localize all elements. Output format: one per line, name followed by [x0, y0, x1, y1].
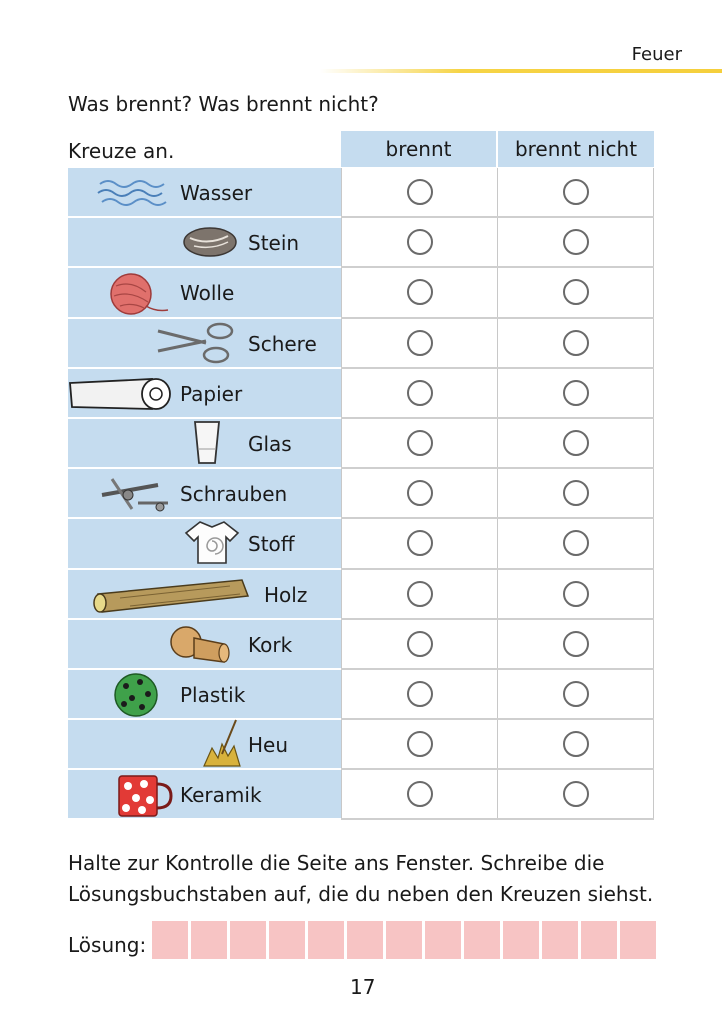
table-row — [68, 319, 654, 369]
table-row — [68, 218, 654, 268]
solution-box[interactable] — [269, 921, 305, 959]
cork-icon — [170, 624, 232, 666]
stone-icon — [182, 226, 238, 258]
plastic-ball-icon — [112, 672, 162, 718]
row-label-cell — [68, 620, 341, 668]
page-header-title: Feuer — [631, 44, 682, 65]
checkbox-burns[interactable] — [407, 681, 433, 707]
solution-label: Lösung: — [68, 933, 147, 957]
control-instructions-line1: Halte zur Kontrolle die Seite ans Fenster. Schreibe die — [68, 851, 605, 875]
checkbox-burns[interactable] — [407, 480, 433, 506]
checkbox-burns[interactable] — [407, 179, 433, 205]
table-row — [68, 268, 654, 318]
control-instructions — [68, 848, 688, 910]
item-label: Heu — [248, 733, 289, 758]
checkbox-burns[interactable] — [407, 731, 433, 757]
wool-icon — [106, 272, 170, 318]
table-row — [68, 168, 654, 218]
row-label-cell — [68, 570, 341, 618]
checkbox-not-burns[interactable] — [563, 631, 589, 657]
item-label: Papier — [180, 381, 243, 406]
item-label: Plastik — [180, 682, 246, 707]
item-label: Wasser — [180, 181, 253, 205]
row-label-cell — [68, 670, 341, 718]
item-label: Stoff — [248, 532, 295, 557]
checkbox-not-burns[interactable] — [563, 781, 589, 807]
table-row — [68, 519, 654, 569]
material-table — [68, 168, 654, 820]
row-label-cell — [68, 168, 341, 216]
column-header-burns: brennt — [341, 131, 496, 167]
solution-box[interactable] — [620, 921, 656, 959]
checkbox-burns[interactable] — [407, 530, 433, 556]
checkbox-burns[interactable] — [407, 430, 433, 456]
row-label-cell — [68, 268, 341, 316]
item-label: Glas — [248, 431, 292, 456]
row-label-cell — [68, 218, 341, 266]
checkbox-not-burns[interactable] — [563, 380, 589, 406]
row-label-cell — [68, 419, 341, 467]
checkbox-not-burns[interactable] — [563, 430, 589, 456]
item-label: Kork — [248, 632, 293, 657]
page-number: 17 — [350, 975, 376, 999]
checkbox-burns[interactable] — [407, 380, 433, 406]
screws-icon — [98, 473, 172, 515]
checkbox-burns[interactable] — [407, 581, 433, 607]
item-label: Schere — [248, 331, 317, 356]
checkbox-burns[interactable] — [407, 229, 433, 255]
checkbox-not-burns[interactable] — [563, 330, 589, 356]
control-instructions-line2: Lösungsbuchstaben auf, die du neben den Kreuzen siehst. — [68, 882, 654, 906]
scissors-icon — [156, 321, 242, 365]
solution-box[interactable] — [464, 921, 500, 959]
table-row — [68, 369, 654, 419]
row-label-cell — [68, 720, 341, 768]
log-icon — [90, 576, 254, 616]
question-text: Was brennt? Was brennt nicht? — [68, 92, 379, 116]
checkbox-burns[interactable] — [407, 631, 433, 657]
table-row — [68, 720, 654, 770]
checkbox-burns[interactable] — [407, 781, 433, 807]
table-row — [68, 670, 654, 720]
solution-box[interactable] — [503, 921, 539, 959]
checkbox-burns[interactable] — [407, 279, 433, 305]
hay-icon — [200, 718, 244, 770]
solution-box[interactable] — [425, 921, 461, 959]
checkbox-not-burns[interactable] — [563, 480, 589, 506]
table-row — [68, 570, 654, 620]
row-label-cell — [68, 319, 341, 367]
table-row — [68, 620, 654, 670]
paper-roll-icon — [68, 377, 174, 413]
glass-icon — [192, 419, 222, 467]
solution-box[interactable] — [152, 921, 188, 959]
checkbox-not-burns[interactable] — [563, 179, 589, 205]
solution-box[interactable] — [191, 921, 227, 959]
column-header-not-burns: brennt nicht — [498, 131, 654, 167]
row-label-cell — [68, 369, 341, 417]
row-label-cell — [68, 770, 341, 818]
shirt-icon — [184, 519, 240, 567]
checkbox-not-burns[interactable] — [563, 731, 589, 757]
table-row — [68, 770, 654, 820]
checkbox-not-burns[interactable] — [563, 581, 589, 607]
table-row — [68, 469, 654, 519]
checkbox-not-burns[interactable] — [563, 279, 589, 305]
item-label: Schrauben — [180, 482, 288, 507]
solution-box[interactable] — [347, 921, 383, 959]
solution-box[interactable] — [581, 921, 617, 959]
checkbox-not-burns[interactable] — [563, 229, 589, 255]
table-row — [68, 419, 654, 469]
item-label: Wolle — [180, 281, 235, 306]
water-icon — [96, 176, 170, 210]
header-accent-line — [320, 69, 722, 73]
checkbox-burns[interactable] — [407, 330, 433, 356]
checkbox-not-burns[interactable] — [563, 681, 589, 707]
solution-box[interactable] — [386, 921, 422, 959]
item-label: Holz — [264, 582, 308, 607]
mug-icon — [116, 772, 174, 818]
row-label-cell — [68, 519, 341, 567]
item-label: Keramik — [180, 783, 262, 808]
solution-box[interactable] — [308, 921, 344, 959]
solution-box[interactable] — [542, 921, 578, 959]
row-label-cell — [68, 469, 341, 517]
solution-boxes — [152, 921, 656, 959]
instruction-text: Kreuze an. — [68, 139, 175, 163]
solution-box[interactable] — [230, 921, 266, 959]
checkbox-not-burns[interactable] — [563, 530, 589, 556]
item-label: Stein — [248, 231, 300, 256]
